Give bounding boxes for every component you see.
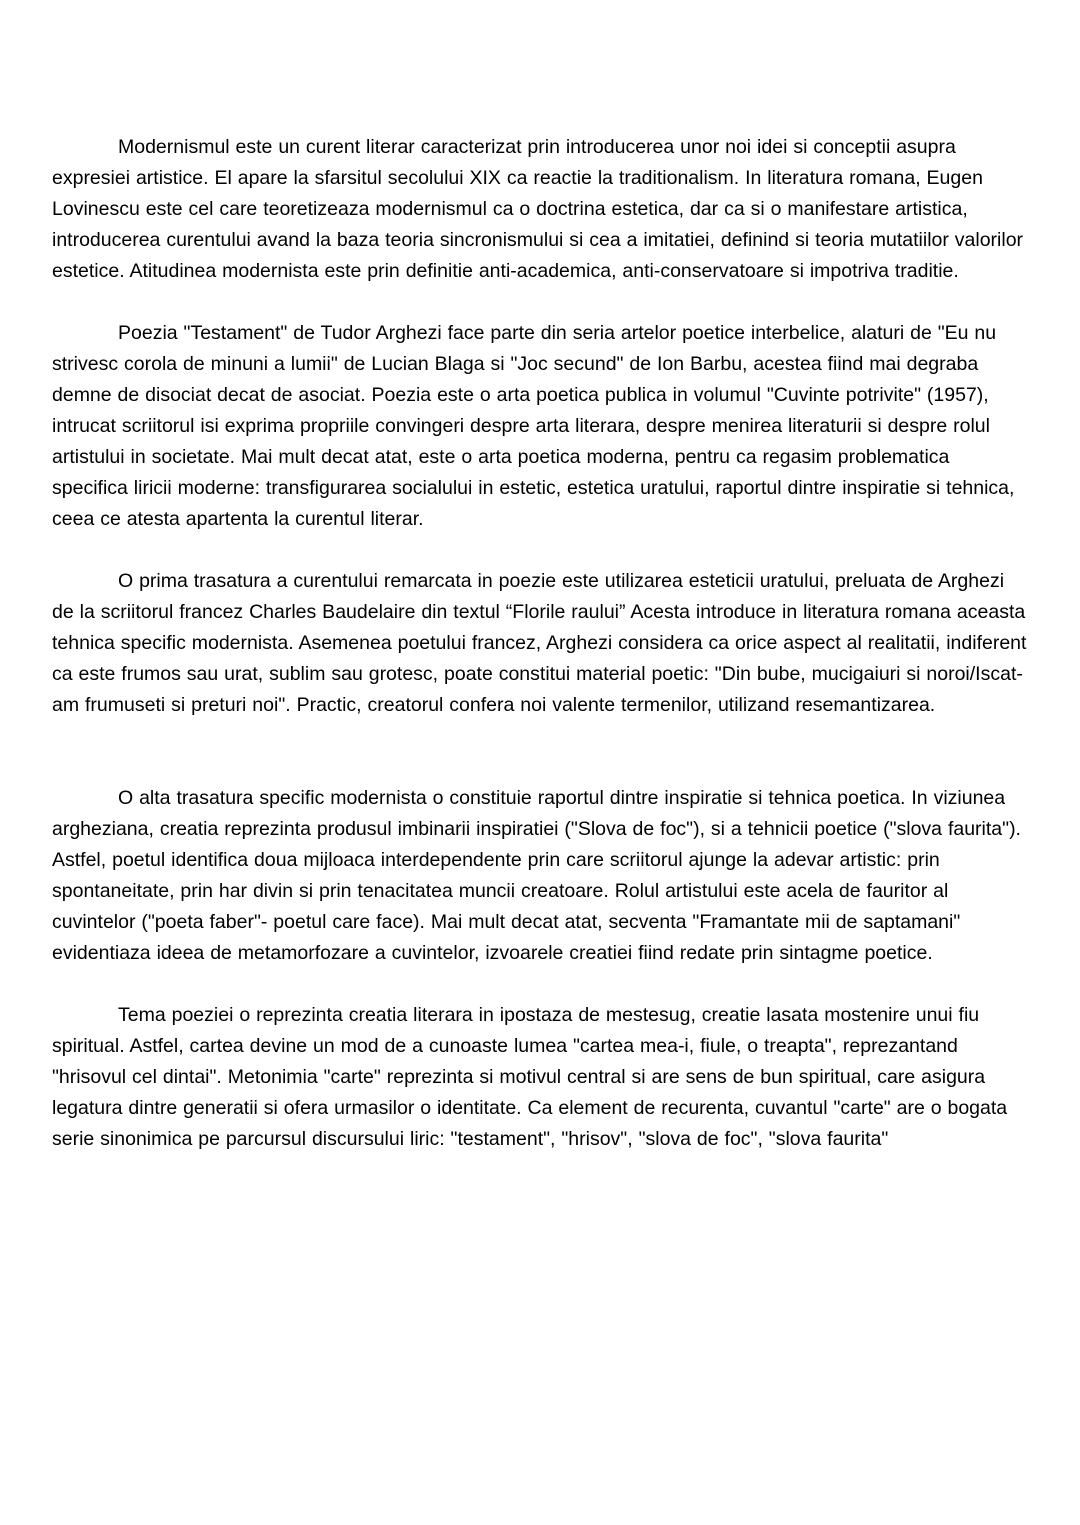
paragraph-modernism-definition: Modernismul este un curent literar caracterizat prin introducerea unor noi idei si conceptii asupra expresiei artistice. El apare la sfarsitul secolului XIX ca reactie la traditionalism. In literatura romana, Eugen Lovinescu este cel care teoretizeaza modernismul ca o doctrina estetica, dar ca si o manifestare artistica, introducerea curentului avand la baza teoria sincronismului si cea a imitatiei, definind si teoria mutatiilor valorilor estetice. Atitudinea modernista este prin definitie anti-academica, anti-conservatoare si impotriva traditie. xyxy=(52,136,1024,282)
paragraph-tema-poeziei: Tema poeziei o reprezinta creatia literara in ipostaza de mestesug, creatie lasata mostenire unui fiu spiritual. Astfel, cartea devine un mod de a cunoaste lumea "cartea mea-i, fiule, o treapta", reprezantand "hrisovul cel dintai". Metonimia "carte" reprezinta si motivul central si are sens de bun spiritual, care asigura legatura dintre generatii si ofera urmasilor o identitate. Ca element de recurenta, cuvantul "carte" are o bogata serie sinonimica pe parcursul discursului liric: "testament", "hrisov", "slova de foc", "slova faurita" xyxy=(52,1004,1008,1150)
paragraph-testament-context: Poezia "Testament" de Tudor Arghezi face parte din seria artelor poetice interbelice, alaturi de "Eu nu strivesc corola de minuni a lumii" de Lucian Blaga si "Joc secund" de Ion Barbu, acestea fiind mai degraba demne de disociat decat de asociat. Poezia este o arta poetica publica in volumul "Cuvinte potrivite" (1957), intrucat scriitorul isi exprima propriile convingeri despre arta literara, despre menirea literaturii si despre rolul artistului in societate. Mai mult decat atat, este o arta poetica moderna, pentru ca regasim problematica specifica liricii moderne: transfigurarea socialului in estetic, estetica uratului, raportul dintre inspiratie si tehnica, ceea ce atesta apartenta la curentul literar. xyxy=(52,322,1015,530)
paragraph-estetica-uratului: O prima trasatura a curentului remarcata in poezie este utilizarea esteticii uratului, preluata de Arghezi de la scriitorul francez Charles Baudelaire din textul “Florile raului” Acesta introduce in literatura romana aceasta tehnica specific modernista. Asemenea poetului francez, Arghezi considera ca orice aspect al realitatii, indiferent ca este frumos sau urat, sublim sau grotesc, poate constitui material poetic: "Din bube, mucigaiuri si noroi/Iscat-am frumuseti si preturi noi". Practic, creatorul confera noi valente termenilor, utilizand resemantizarea. xyxy=(52,570,1027,716)
paragraph-inspiratie-tehnica: O alta trasatura specific modernista o constituie raportul dintre inspiratie si tehnica poetica. In viziunea argheziana, creatia reprezinta produsul imbinarii inspiratiei ("Slova de foc"), si a tehnicii poetice ("slova faurita"). Astfel, poetul identifica doua mijloaca interdependente prin care scriitorul ajunge la adevar artistic: prin spontaneitate, prin har divin si prin tenacitatea muncii creatoare. Rolul artistului este acela de fauritor al cuvintelor ("poeta faber"- poetul care face). Mai mult decat atat, secventa "Framantate mii de saptamani" evidentiaza ideea de metamorfozare a cuvintelor, izvoarele creatiei fiind redate prin sintagme poetice. xyxy=(52,787,1021,964)
